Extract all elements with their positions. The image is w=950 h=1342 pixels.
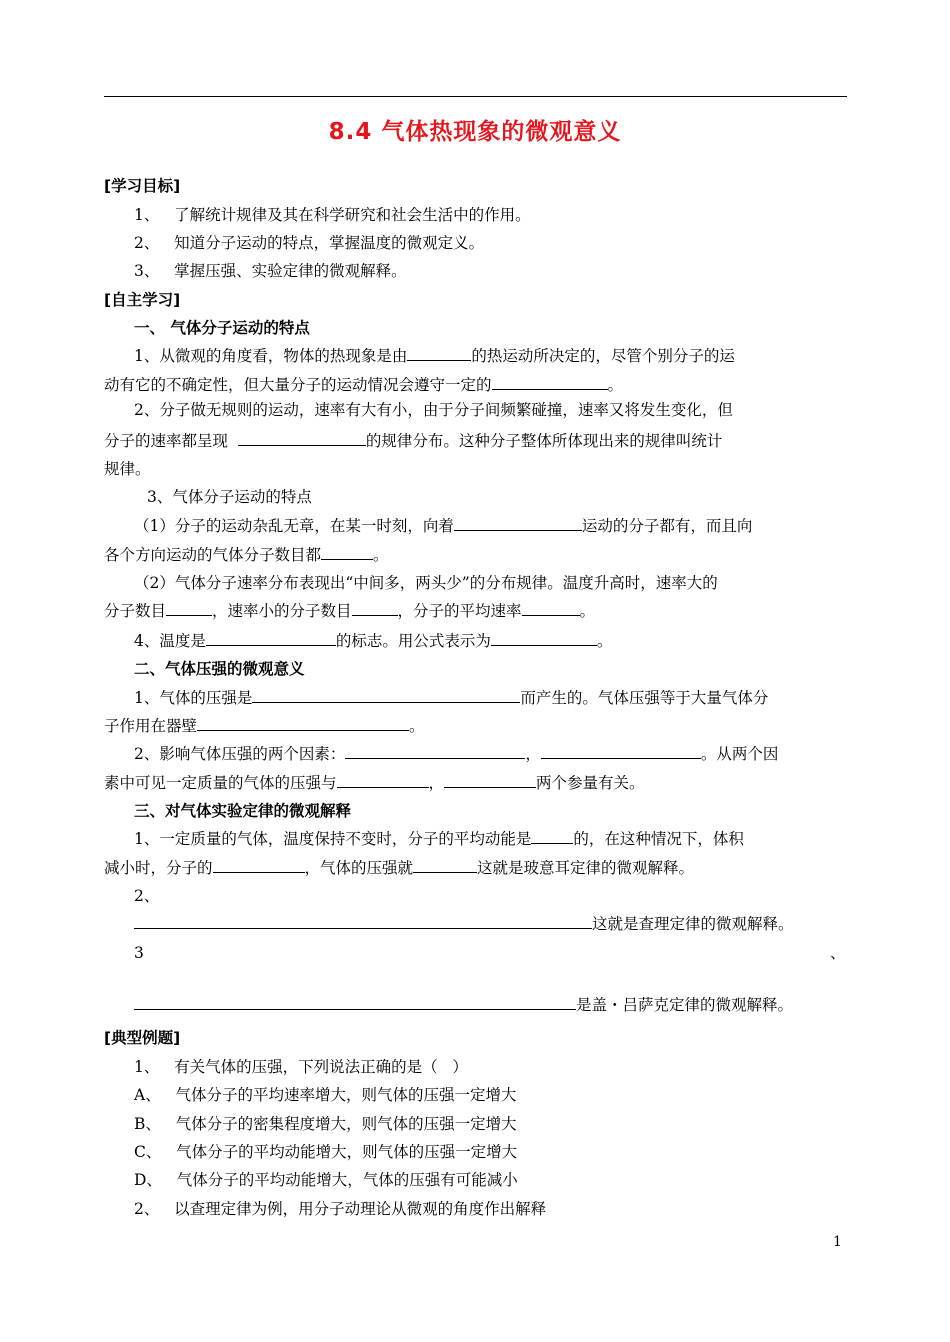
text: 动有它的不确定性，但大量分子的运动情况会遵守一定的 — [104, 376, 492, 394]
blank[interactable] — [413, 858, 477, 873]
text: 。 — [596, 632, 613, 650]
item-2-line-2 — [104, 431, 722, 451]
pressure-1-line-2 — [104, 716, 425, 736]
text: 运动的分子都有，而且向 — [581, 517, 753, 535]
law-3-number: 3 — [134, 944, 144, 962]
blank[interactable] — [206, 631, 336, 646]
example-2: 2、 以查理定律为例，用分子动理论从微观的角度作出解释 — [134, 1200, 547, 1218]
item-3-title: 3、气体分子运动的特点 — [147, 488, 312, 506]
blank[interactable] — [337, 773, 429, 788]
blank[interactable] — [491, 631, 597, 646]
example-1: 1、 有关气体的压强，下列说法正确的是（ ） — [134, 1058, 468, 1076]
blank[interactable] — [522, 601, 580, 616]
law-1-line-1 — [134, 829, 744, 849]
pressure-2-line-1 — [134, 744, 778, 764]
text: ，分子的平均速率 — [397, 602, 522, 620]
blank[interactable] — [531, 829, 573, 844]
item-3-2-line-1: （2）气体分子速率分布表现出“中间多，两头少”的分布规律。温度升高时，速率大的 — [134, 574, 718, 592]
blank[interactable] — [454, 516, 582, 531]
text: 子作用在器壁 — [104, 717, 198, 735]
option-c: C、 气体分子的平均动能增大，则气体的压强一定增大 — [134, 1143, 518, 1161]
item-1-line-1 — [134, 346, 735, 366]
text: 2、影响气体压强的两个因素： — [134, 745, 346, 763]
law-3-punct: 、 — [830, 944, 846, 962]
goal-2: 2、 知道分子运动的特点，掌握温度的微观定义。 — [134, 234, 485, 252]
blank[interactable] — [213, 858, 305, 873]
blank[interactable] — [444, 773, 536, 788]
text: 这就是查理定律的微观解释。 — [592, 915, 794, 933]
text: 分子的速率都呈现 — [104, 432, 229, 450]
blank[interactable] — [407, 346, 471, 361]
text: 。 — [607, 376, 624, 394]
text: 减小时，分子的 — [104, 859, 213, 877]
text: （1）分子的运动杂乱无章，在某一时刻，向着 — [134, 517, 454, 535]
blank[interactable] — [134, 995, 576, 1010]
page-number: 1 — [833, 1234, 842, 1250]
text: 1、从微观的角度看，物体的热现象是由 — [134, 347, 408, 365]
text: ， — [525, 745, 541, 763]
item-2-line-1: 2、分子做无规则的运动，速率有大有小，由于分子间频繁碰撞，速率又将发生变化，但 — [134, 401, 733, 419]
item-3-1-line-1 — [134, 516, 752, 536]
law-1-line-2 — [104, 858, 694, 878]
section-self-study: [自主学习] — [104, 291, 181, 309]
text: 两个参量有关。 — [536, 774, 645, 792]
law-2-number: 2、 — [134, 887, 160, 905]
text: 的规律分布。这种分子整体所体现出来的规律叫统计 — [365, 432, 723, 450]
text: 的标志。用公式表示为 — [335, 632, 491, 650]
law-2-line — [134, 914, 794, 934]
text: 。从两个因 — [700, 745, 779, 763]
heading-3: 三、对气体实验定律的微观解释 — [134, 802, 352, 820]
item-3-2-line-2 — [104, 601, 595, 621]
option-d: D、 气体分子的平均动能增大，气体的压强有可能减小 — [134, 1171, 518, 1189]
blank[interactable] — [352, 601, 398, 616]
heading-1: 一、 气体分子运动的特点 — [134, 319, 310, 337]
text: 1、一定质量的气体，温度保持不变时，分子的平均动能是 — [134, 830, 532, 848]
text: 分子数目 — [104, 602, 167, 620]
heading-2: 二、气体压强的微观意义 — [134, 660, 305, 678]
page-title: 8.4 气体热现象的微观意义 — [328, 119, 622, 145]
text: 是盖・吕萨克定律的微观解释。 — [576, 996, 794, 1014]
section-examples: [典型例题] — [104, 1029, 181, 1047]
text: 这就是玻意耳定律的微观解释。 — [477, 859, 695, 877]
blank[interactable] — [197, 716, 409, 731]
blank[interactable] — [238, 431, 366, 446]
item-3-1-line-2 — [104, 545, 389, 565]
blank[interactable] — [541, 744, 701, 759]
text: 。 — [579, 602, 596, 620]
item-1-line-2 — [104, 375, 623, 395]
text: 。 — [409, 717, 425, 735]
blank[interactable] — [492, 375, 608, 390]
header-rule — [104, 96, 847, 97]
law-3-line — [134, 995, 793, 1015]
text: ，速率小的分子数目 — [212, 602, 352, 620]
text: 1、气体的压强是 — [134, 689, 253, 707]
text: 各个方向运动的气体分子数目都 — [104, 546, 322, 564]
goal-3: 3、 掌握压强、实验定律的微观解释。 — [134, 262, 407, 280]
item-2-line-3: 规律。 — [104, 460, 151, 478]
pressure-1-line-1 — [134, 688, 768, 708]
text: 。 — [373, 546, 389, 564]
option-b: B、 气体分子的密集程度增大，则气体的压强一定增大 — [134, 1115, 517, 1133]
option-a: A、 气体分子的平均速率增大，则气体的压强一定增大 — [134, 1086, 517, 1104]
blank[interactable] — [321, 545, 373, 560]
pressure-2-line-2 — [104, 773, 645, 793]
text: 4、温度是 — [134, 632, 206, 650]
goal-1: 1、 了解统计规律及其在科学研究和社会生活中的作用。 — [134, 206, 531, 224]
text: ，气体的压强就 — [304, 859, 414, 877]
item-4 — [134, 631, 612, 651]
blank[interactable] — [252, 688, 520, 703]
text: 素中可见一定质量的气体的压强与 — [104, 774, 337, 792]
text: 的热运动所决定的，尽管个别分子的运 — [471, 347, 735, 365]
text: 的，在这种情况下，体积 — [573, 830, 744, 848]
text: 而产生的。气体压强等于大量气体分 — [520, 689, 769, 707]
text: ， — [428, 774, 445, 792]
section-learning-goals: [学习目标] — [104, 177, 181, 195]
blank[interactable] — [134, 914, 592, 929]
blank[interactable] — [345, 744, 525, 759]
blank[interactable] — [166, 601, 212, 616]
